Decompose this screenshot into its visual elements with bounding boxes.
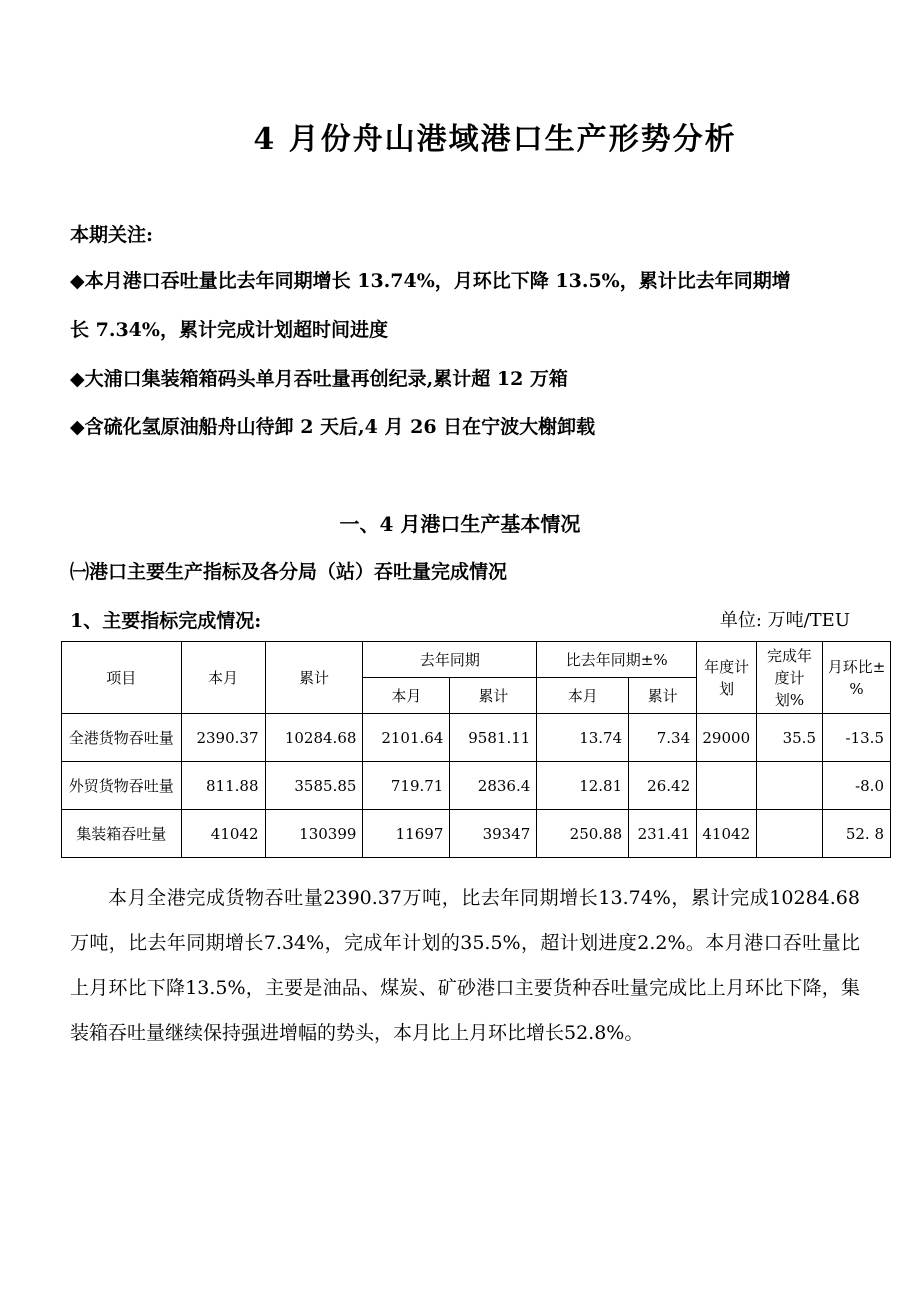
row-item: 外贸货物吞吐量	[62, 762, 182, 810]
header-last-year: 去年同期	[363, 642, 537, 678]
cell-ly-month: 11697	[363, 810, 450, 858]
cell-chg-month: 250.88	[537, 810, 629, 858]
focus-bullet-1: ◆本月港口吞吐量比去年同期增长 13.74%，月环比下降 13.5%，累计比去年同期增	[70, 270, 791, 292]
table-row	[62, 810, 891, 858]
focus-bullet-1-continued: 长 7.34%，累计完成计划超时间进度	[70, 319, 388, 341]
focus-heading: 本期关注:	[70, 224, 154, 246]
table-row	[62, 714, 891, 762]
cell-month: 41042	[181, 810, 265, 858]
cell-month: 2390.37	[181, 714, 265, 762]
indicator-table	[61, 641, 891, 858]
cell-completion	[757, 810, 823, 858]
header-completion: 完成年度计划%	[757, 642, 823, 714]
cell-ly-cumulative: 9581.11	[450, 714, 537, 762]
cell-completion: 35.5	[757, 714, 823, 762]
row-item: 全港货物吞吐量	[62, 714, 182, 762]
table-header-row	[62, 642, 891, 678]
cell-chg-month: 12.81	[537, 762, 629, 810]
header-chg-cumulative: 累计	[629, 678, 697, 714]
table-row	[62, 762, 891, 810]
cell-ly-month: 719.71	[363, 762, 450, 810]
cell-cumulative: 130399	[265, 810, 363, 858]
cell-ly-cumulative: 39347	[450, 810, 537, 858]
cell-mom: -8.0	[823, 762, 891, 810]
header-annual-plan: 年度计划	[697, 642, 757, 714]
cell-mom: -13.5	[823, 714, 891, 762]
header-cumulative: 累计	[265, 642, 363, 714]
header-ly-cumulative: 累计	[450, 678, 537, 714]
cell-plan	[697, 762, 757, 810]
cell-mom: 52. 8	[823, 810, 891, 858]
section-subtitle: ㈠港口主要生产指标及各分局（站）吞吐量完成情况	[70, 561, 508, 583]
cell-chg-month: 13.74	[537, 714, 629, 762]
cell-cumulative: 10284.68	[265, 714, 363, 762]
row-item: 集装箱吞吐量	[62, 810, 182, 858]
header-mom: 月环比±%	[823, 642, 891, 714]
header-chg-month: 本月	[537, 678, 629, 714]
header-month: 本月	[181, 642, 265, 714]
cell-chg-cumulative: 7.34	[629, 714, 697, 762]
focus-bullet-3: ◆含硫化氢原油船舟山待卸 2 天后,4 月 26 日在宁波大榭卸载	[70, 416, 596, 438]
cell-chg-cumulative: 26.42	[629, 762, 697, 810]
cell-plan: 29000	[697, 714, 757, 762]
cell-ly-month: 2101.64	[363, 714, 450, 762]
cell-cumulative: 3585.85	[265, 762, 363, 810]
cell-plan: 41042	[697, 810, 757, 858]
focus-bullet-2: ◆大浦口集装箱箱码头单月吞吐量再创纪录,累计超 12 万箱	[70, 368, 568, 390]
cell-ly-cumulative: 2836.4	[450, 762, 537, 810]
cell-chg-cumulative: 231.41	[629, 810, 697, 858]
cell-month: 811.88	[181, 762, 265, 810]
header-item: 项目	[62, 642, 182, 714]
page-title: 4 月份舟山港域港口生产形势分析	[253, 122, 737, 157]
table-caption: 1、主要指标完成情况:	[70, 610, 262, 632]
cell-completion	[757, 762, 823, 810]
summary-paragraph: 本月全港完成货物吞吐量2390.37万吨，比去年同期增长13.74%，累计完成10284.68万吨，比去年同期增长7.34%，完成年计划的35.5%，超计划进度2.2%。本月港口吞吐量比上月环比下降13.5%，主要是油品、煤炭、矿砂港口主要货种吞吐量完成比上月环比下降，集装箱吞吐量继续保持强进增幅的势头，本月比上月环比增长52.8%。	[70, 887, 860, 1044]
header-vs-last-year: 比去年同期±%	[537, 642, 697, 678]
section-title: 一、4 月港口生产基本情况	[339, 512, 581, 536]
unit-label: 单位: 万吨/TEU	[719, 610, 850, 631]
header-ly-month: 本月	[363, 678, 450, 714]
